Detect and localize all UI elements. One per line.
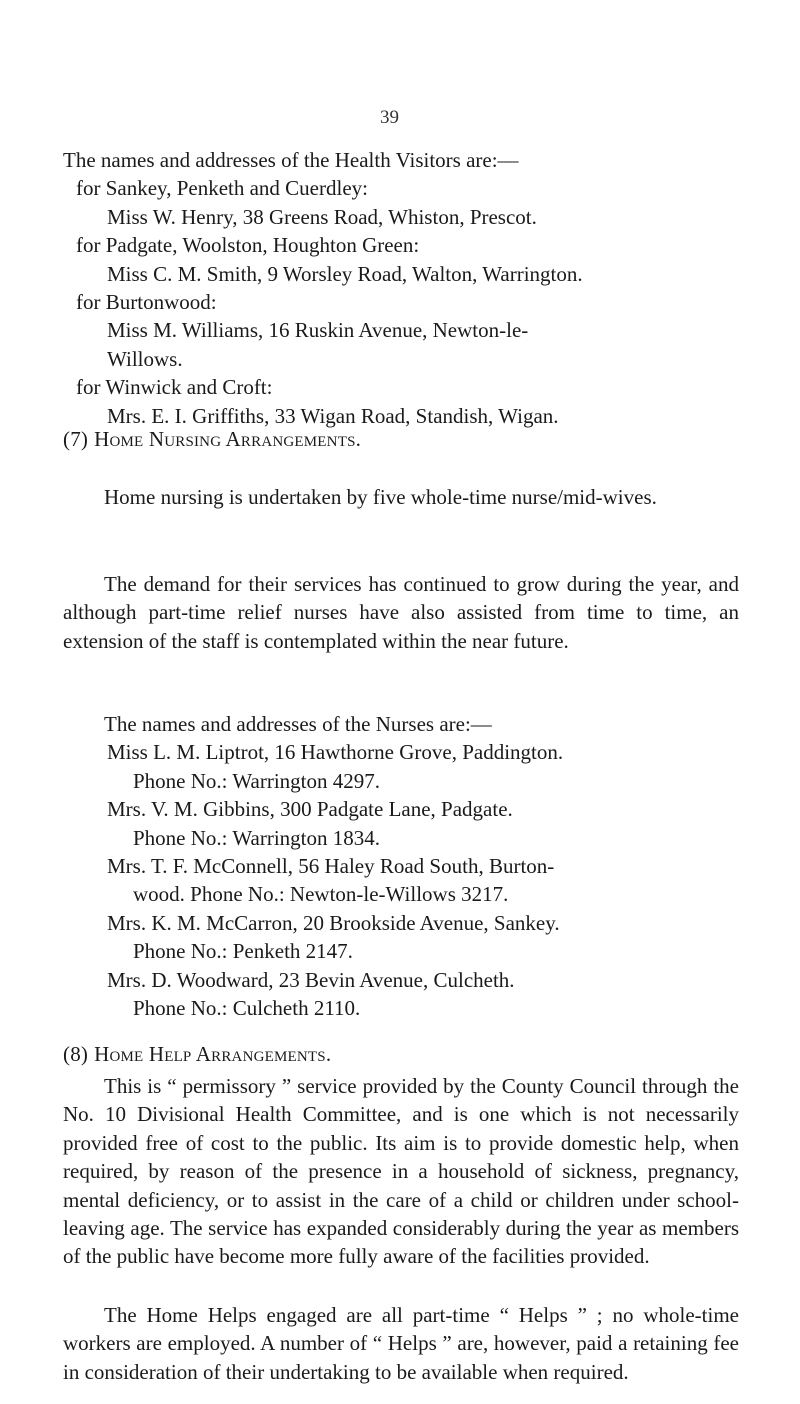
visitor-district-line: for Padgate, Woolston, Houghton Green: bbox=[76, 233, 420, 258]
visitor-district-line: for Burtonwood: bbox=[76, 290, 217, 315]
visitor-district-line: for Winwick and Croft: bbox=[76, 375, 273, 400]
paragraph-text: Home nursing is undertaken by five whole-time nurse/mid-wives. bbox=[104, 485, 657, 509]
nurse-phone-line: Phone No.: Culcheth 2110. bbox=[133, 996, 361, 1021]
home-nursing-paragraph-2 bbox=[63, 570, 739, 655]
visitor-address-line: Willows. bbox=[107, 346, 183, 371]
section-title: Home Nursing Arrangements. bbox=[94, 427, 362, 451]
nurse-phone-line: wood. Phone No.: Newton-le-Willows 3217. bbox=[133, 882, 509, 907]
home-help-paragraph-2 bbox=[63, 1301, 739, 1386]
section-title: Home Help Arrangements. bbox=[94, 1042, 332, 1066]
home-help-paragraph-1 bbox=[63, 1072, 739, 1271]
nurse-entry-line: Mrs. D. Woodward, 23 Bevin Avenue, Culcheth. bbox=[107, 967, 515, 992]
visitor-address-line: Miss M. Williams, 16 Ruskin Avenue, Newton-le- bbox=[107, 318, 529, 343]
paragraph-text: The Home Helps engaged are all part-time “ Helps ” ; no whole-time workers are employed. A number of “ Helps ” are, however, paid a retaining fee in consideration of their undertaking to be available when required. bbox=[63, 1303, 739, 1384]
nurses-intro: The names and addresses of the Nurses are:— bbox=[104, 712, 492, 736]
nurse-phone-line: Phone No.: Warrington 1834. bbox=[133, 825, 380, 850]
section-heading-home-nursing bbox=[63, 425, 361, 453]
section-number: (8) bbox=[63, 1042, 89, 1066]
nurse-entry-line: Mrs. V. M. Gibbins, 300 Padgate Lane, Padgate. bbox=[107, 797, 513, 822]
nurse-phone-line: Phone No.: Warrington 4297. bbox=[133, 768, 380, 793]
visitor-address-line: Miss C. M. Smith, 9 Worsley Road, Walton, Warrington. bbox=[107, 261, 583, 286]
health-visitors-section bbox=[63, 146, 739, 430]
paragraph-text: This is “ permissory ” service provided by the County Council through the No. 10 Divisional Health Committee, and is one which is not necessarily provided free of cost to the public. Its aim is to provide domestic help, when required, by reason of the presence in a household of sickness, pregnancy, mental deficiency, or to assist in the care of a child or children under school-leaving age. The service has expanded considerably during the year as members of the public have become more fully aware of the facilities provided. bbox=[63, 1074, 739, 1269]
nurse-entry-line: Mrs. K. M. McCarron, 20 Brookside Avenue, Sankey. bbox=[107, 910, 560, 935]
home-nursing-paragraph-1 bbox=[63, 483, 739, 511]
visitor-district-line: for Sankey, Penketh and Cuerdley: bbox=[76, 176, 368, 201]
health-visitors-intro: The names and addresses of the Health Visitors are:— bbox=[63, 148, 519, 172]
page-number: 39 bbox=[380, 107, 399, 128]
section-heading-home-help bbox=[63, 1040, 331, 1068]
section-number: (7) bbox=[63, 427, 89, 451]
visitor-address-line: Miss W. Henry, 38 Greens Road, Whiston, Prescot. bbox=[107, 204, 537, 229]
nurse-phone-line: Phone No.: Penketh 2147. bbox=[133, 939, 353, 964]
visitor-address-line: Mrs. E. I. Griffiths, 33 Wigan Road, Standish, Wigan. bbox=[107, 403, 559, 428]
nurses-section bbox=[63, 710, 739, 1022]
nurse-entry-line: Miss L. M. Liptrot, 16 Hawthorne Grove, Paddington. bbox=[107, 740, 564, 765]
nurse-entry-line: Mrs. T. F. McConnell, 56 Haley Road South, Burton- bbox=[107, 854, 555, 879]
paragraph-text: The demand for their services has continued to grow during the year, and although part-time relief nurses have also assisted from time to time, an extension of the staff is contemplated within the near future. bbox=[63, 572, 739, 653]
